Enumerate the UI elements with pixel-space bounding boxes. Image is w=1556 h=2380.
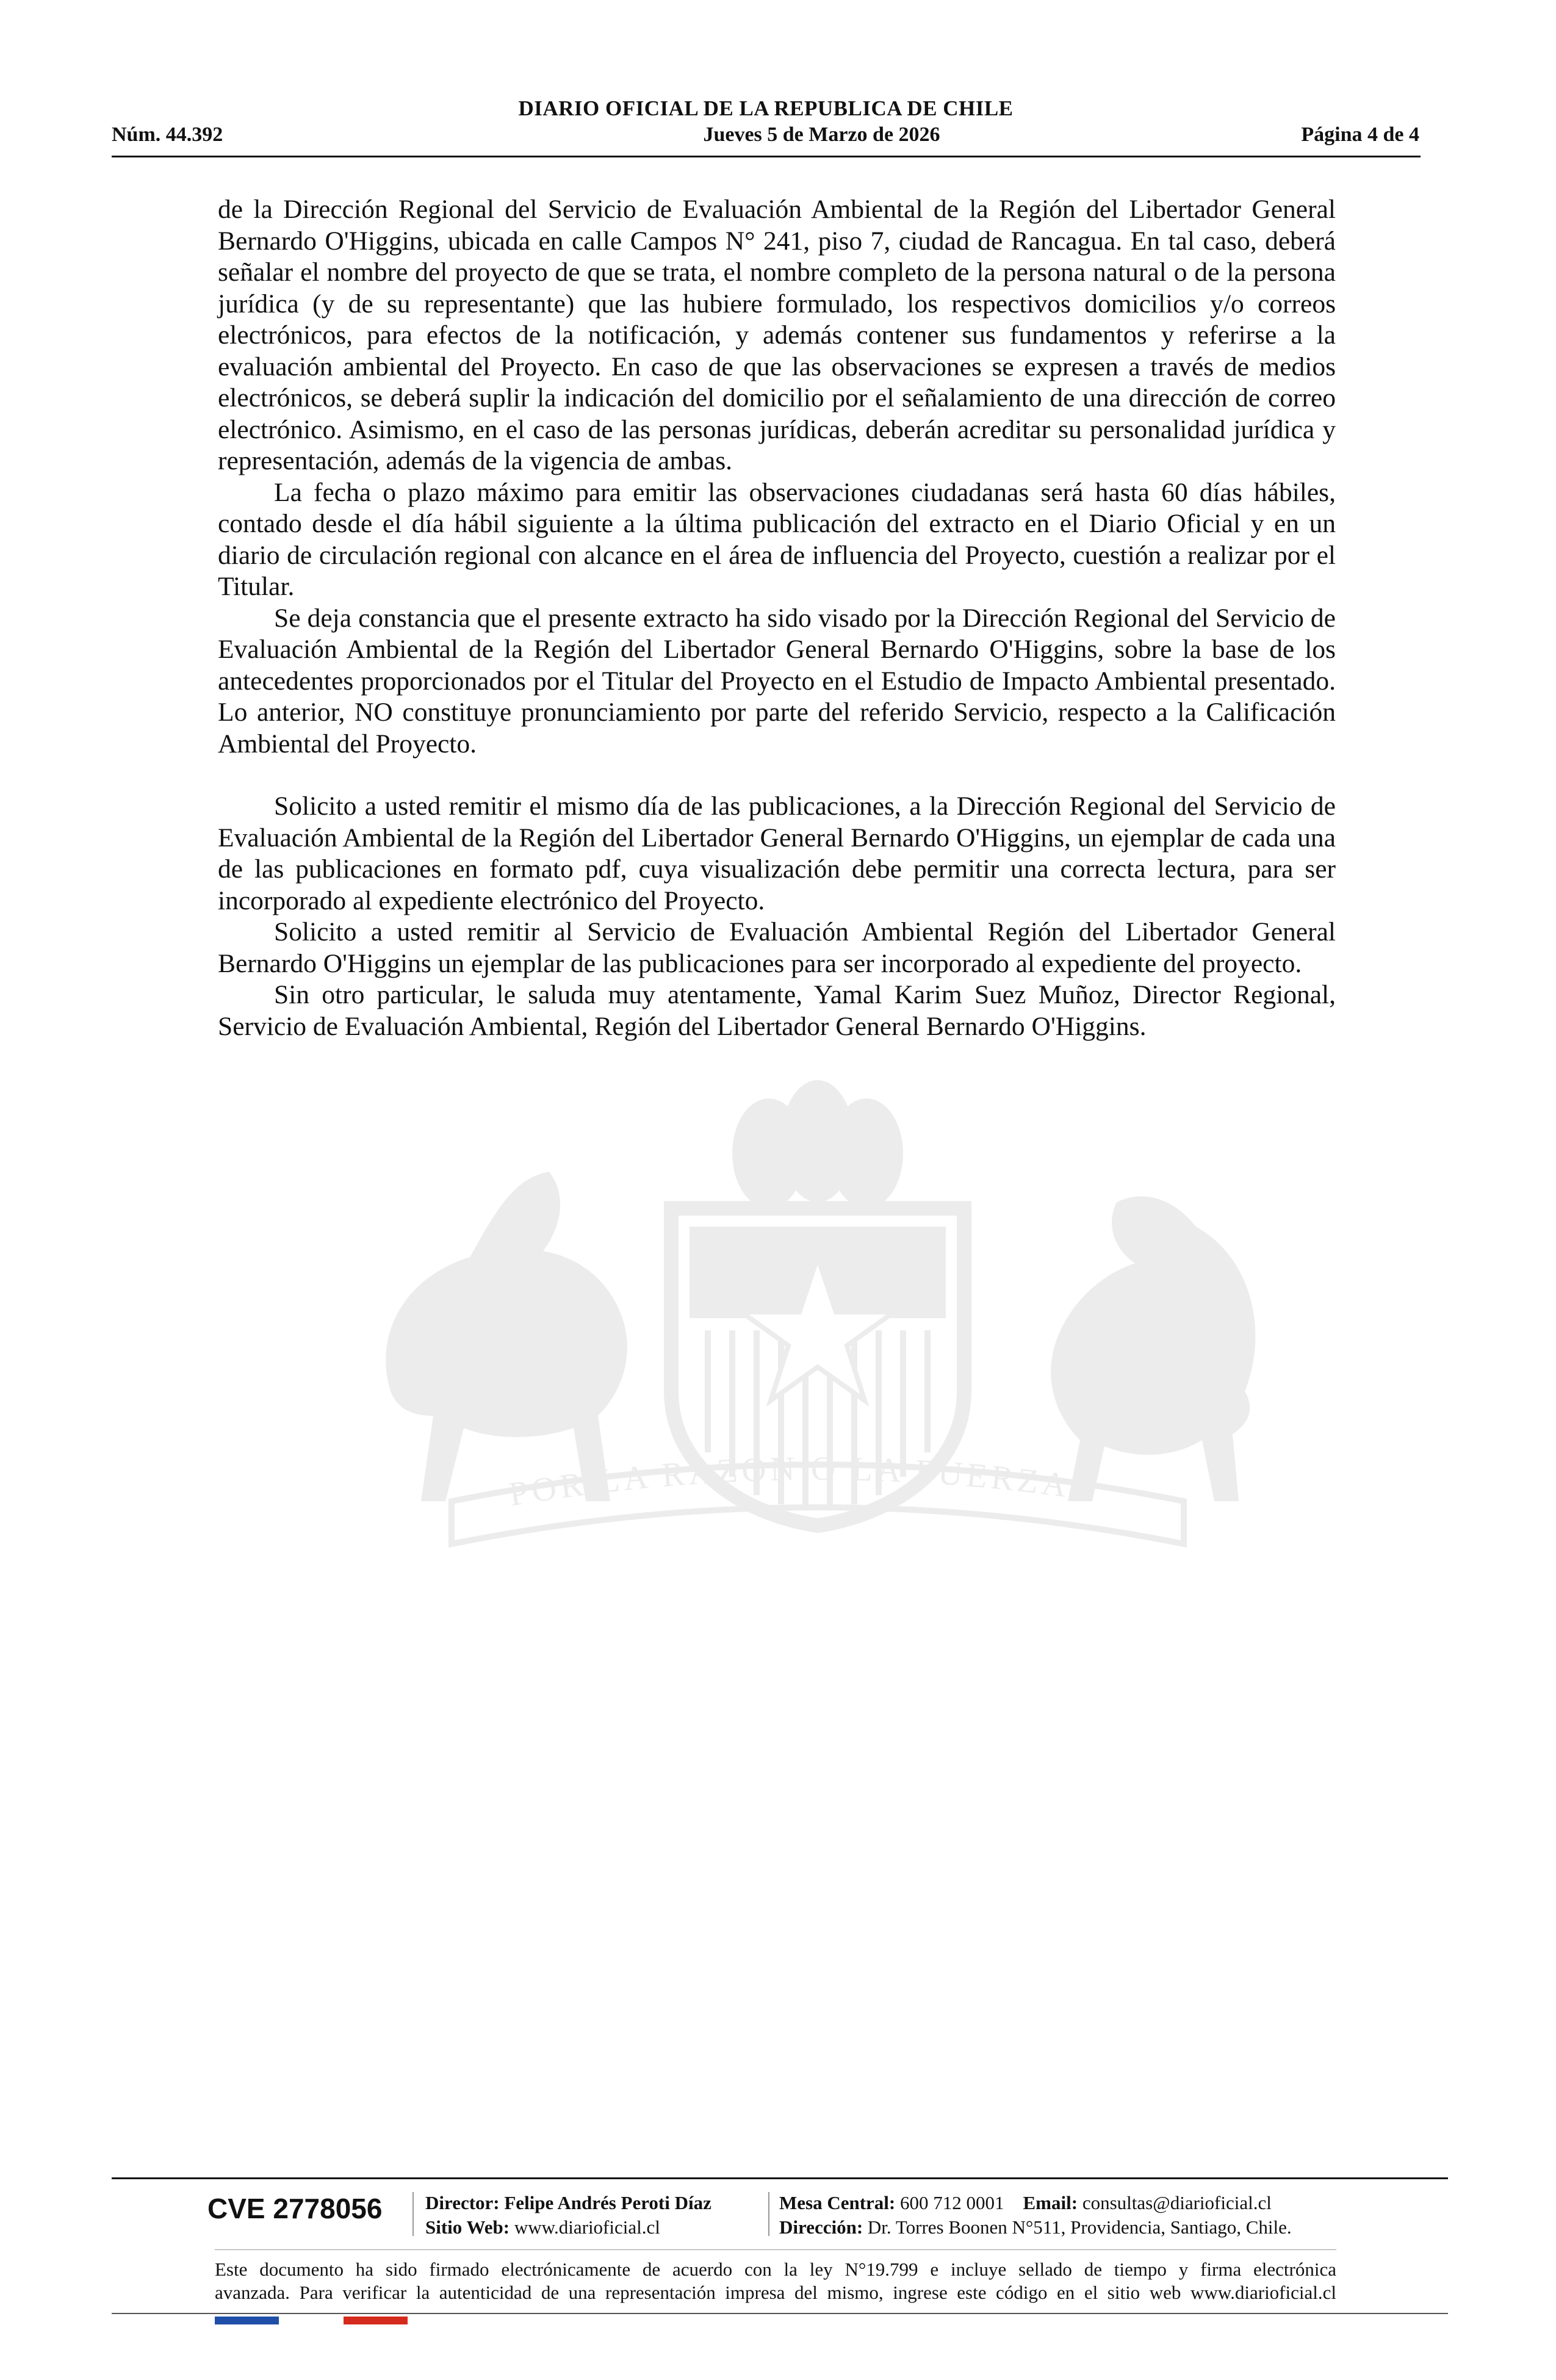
director-label: Director: xyxy=(425,2192,500,2213)
flag-color-bar xyxy=(215,2317,408,2324)
website-link[interactable]: www.diarioficial.cl xyxy=(514,2216,660,2238)
footer-contact-block xyxy=(779,2191,1292,2240)
flag-stripe-blue xyxy=(215,2317,279,2324)
email-label: Email: xyxy=(1023,2192,1078,2213)
footer-divider-top xyxy=(112,2177,1448,2179)
footer-separator-2 xyxy=(768,2192,769,2236)
website-label: Sitio Web: xyxy=(425,2216,510,2238)
paragraph-2: La fecha o plazo máximo para emitir las observaciones ciudadanas será hasta 60 días hábiles, contado desde el día hábil siguiente a la última publicación del extracto en el Diario Oficial y en un diario de circulación regional con alcance en el área de influencia del Proyecto, cuestión a realizar por el Titular. xyxy=(218,477,1336,601)
flag-stripe-white xyxy=(279,2317,343,2324)
coat-of-arms-watermark xyxy=(293,1074,1342,1648)
watermark-motto: POR LA RAZON O LA FUERZA xyxy=(506,1449,1073,1514)
paragraph-5: Solicito a usted remitir al Servicio de Evaluación Ambiental Región del Libertador General Bernardo O'Higgins un ejemplar de las publicaciones para ser incorporado al expediente del proyecto. xyxy=(218,917,1336,978)
issue-date: Jueves 5 de Marzo de 2026 xyxy=(703,123,940,146)
address-value: Dr. Torres Boonen N°511, Providencia, Santiago, Chile. xyxy=(867,2216,1292,2238)
mesa-central-phone: 600 712 0001 xyxy=(900,2192,1004,2213)
cve-code: CVE 2778056 xyxy=(207,2193,383,2224)
header-divider xyxy=(112,156,1421,157)
footer-divider-bottom xyxy=(112,2313,1448,2314)
footer-separator-1 xyxy=(412,2192,414,2236)
paragraph-6: Sin otro particular, le saluda muy atentamente, Yamal Karim Suez Muñoz, Director Regional, Servicio de Evaluación Ambiental, Región del Libertador General Bernardo O'Higgins. xyxy=(218,980,1336,1041)
document-body xyxy=(218,194,1336,1042)
email-link[interactable]: consultas@diarioficial.cl xyxy=(1082,2192,1272,2213)
director-name: Felipe Andrés Peroti Díaz xyxy=(504,2192,711,2213)
header-row xyxy=(112,123,1419,150)
page-indicator: Página 4 de 4 xyxy=(1301,123,1419,146)
signature-notice xyxy=(215,2258,1336,2304)
footer-divider-mid xyxy=(215,2249,1336,2250)
issue-number: Núm. 44.392 xyxy=(112,123,223,146)
signature-notice-line-1: Este documento ha sido firmado electrónicamente de acuerdo con la ley N°19.799 e incluye sellado de tiempo y firma electrónica xyxy=(215,2259,1336,2280)
mesa-central-label: Mesa Central: xyxy=(779,2192,896,2213)
paragraph-4: Solicito a usted remitir el mismo día de las publicaciones, a la Dirección Regional del Servicio de Evaluación Ambiental de la Región del Libertador General Bernardo O'Higgins, un ejemplar de cada una de las publicaciones en formato pdf, cuya visualización debe permitir una correcta lectura, para ser incorporado al expediente electrónico del Proyecto. xyxy=(218,792,1336,915)
signature-notice-line-2: avanzada. Para verificar la autenticidad de una representación impresa del mismo, ingrese este código en el sitio web www.diarioficial.cl xyxy=(215,2282,1336,2303)
flag-stripe-red xyxy=(344,2317,408,2324)
publication-title: DIARIO OFICIAL DE LA REPUBLICA DE CHILE xyxy=(518,96,1014,120)
paragraph-1: de la Dirección Regional del Servicio de Evaluación Ambiental de la Región del Libertador General Bernardo O'Higgins, ubicada en calle Campos N° 241, piso 7, ciudad de Rancagua. En tal caso, deberá señalar el nombre del proyecto de que se trata, el nombre completo de la persona natural o de la persona jurídica (y de su representante) que las hubiere formulado, los respectivos domicilios y/o correos electrónicos, para efectos de la notificación, y además contener sus fundamentos y referirse a la evaluación ambiental del Proyecto. En caso de que las observaciones se expresen a través de medios electrónicos, se deberá suplir la indicación del domicilio por el señalamiento de una dirección de correo electrónico. Asimismo, en el caso de las personas jurídicas, deberán acreditar su personalidad jurídica y representación, además de la vigencia de ambas. xyxy=(218,195,1336,475)
footer-director-block xyxy=(425,2191,711,2240)
address-label: Dirección: xyxy=(779,2216,863,2238)
paragraph-3: Se deja constancia que el presente extracto ha sido visado por la Dirección Regional del Servicio de Evaluación Ambiental de la Región del Libertador General Bernardo O'Higgins, sobre la base de los antecedentes proporcionados por el Titular del Proyecto en el Estudio de Impacto Ambiental presentado. Lo anterior, NO constituye pronunciamiento por parte del referido Servicio, respecto a la Calificación Ambiental del Proyecto. xyxy=(218,603,1336,759)
